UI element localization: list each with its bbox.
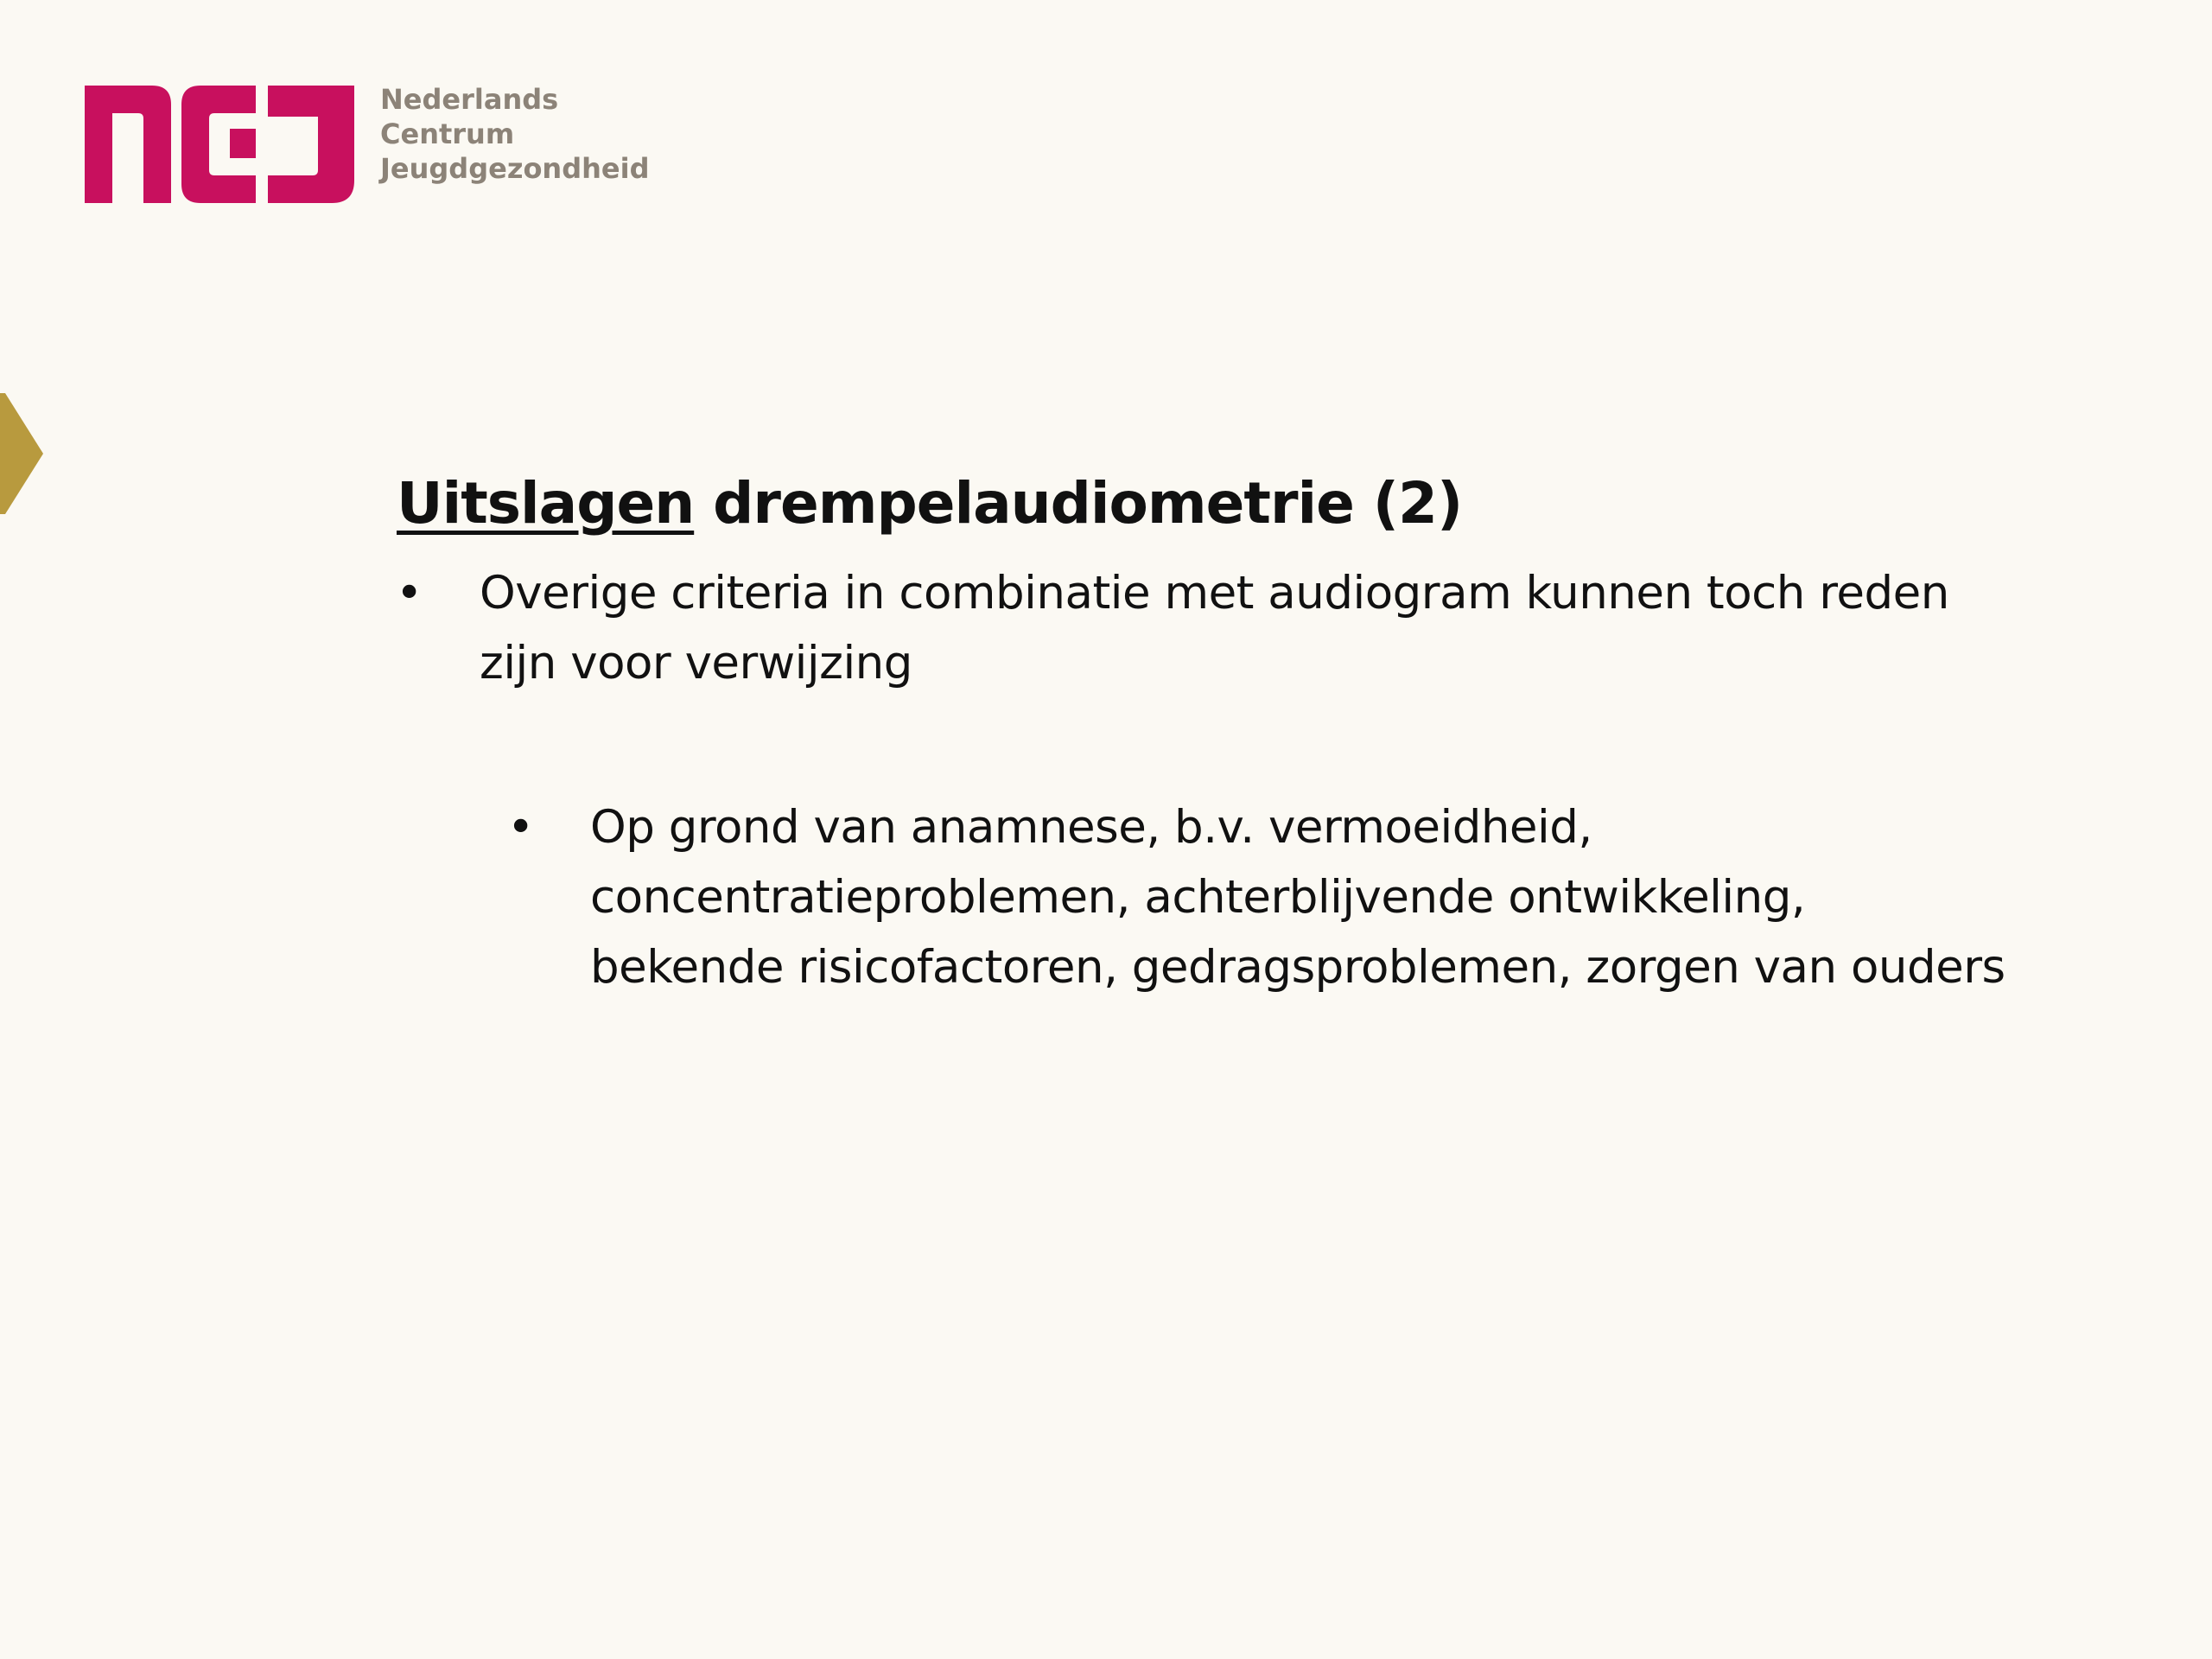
bullet-text — [480, 558, 2069, 698]
organization-name-line-1: Nederlands — [380, 83, 559, 116]
ncj-logo — [85, 82, 650, 212]
bullet-text-line: zijn voor verwijzing — [480, 637, 912, 690]
organization-name-line-2: Centrum — [380, 118, 515, 150]
side-arrow-icon — [0, 393, 43, 514]
slide-title-underlined: Uitslagen — [397, 470, 695, 537]
sub-bullet-item — [507, 792, 2149, 1017]
bullet-text-line: bekende risicofactoren, gedragsproblemen, zorgen van ouders — [590, 941, 2005, 994]
bullet-marker: • — [507, 801, 534, 854]
organization-name-line-3: Jeugdgezondheid — [380, 152, 650, 185]
bullet-text-line: Overige criteria in combinatie met audiogram kunnen toch reden — [480, 567, 1949, 620]
bullet-text-line: Op grond van anamnese, b.v. vermoeidheid, — [590, 801, 1592, 854]
slide-title — [397, 465, 1462, 543]
bullet-text-line: concentratieproblemen, achterblijvende ontwikkeling, — [590, 871, 1806, 924]
slide-title-rest: drempelaudiometrie (2) — [694, 470, 1463, 537]
bullet-item — [396, 558, 2081, 705]
ncj-logo-mark — [85, 86, 361, 203]
bullet-marker: • — [396, 567, 423, 620]
bullet-text — [590, 792, 2145, 1002]
organization-name — [380, 82, 649, 186]
